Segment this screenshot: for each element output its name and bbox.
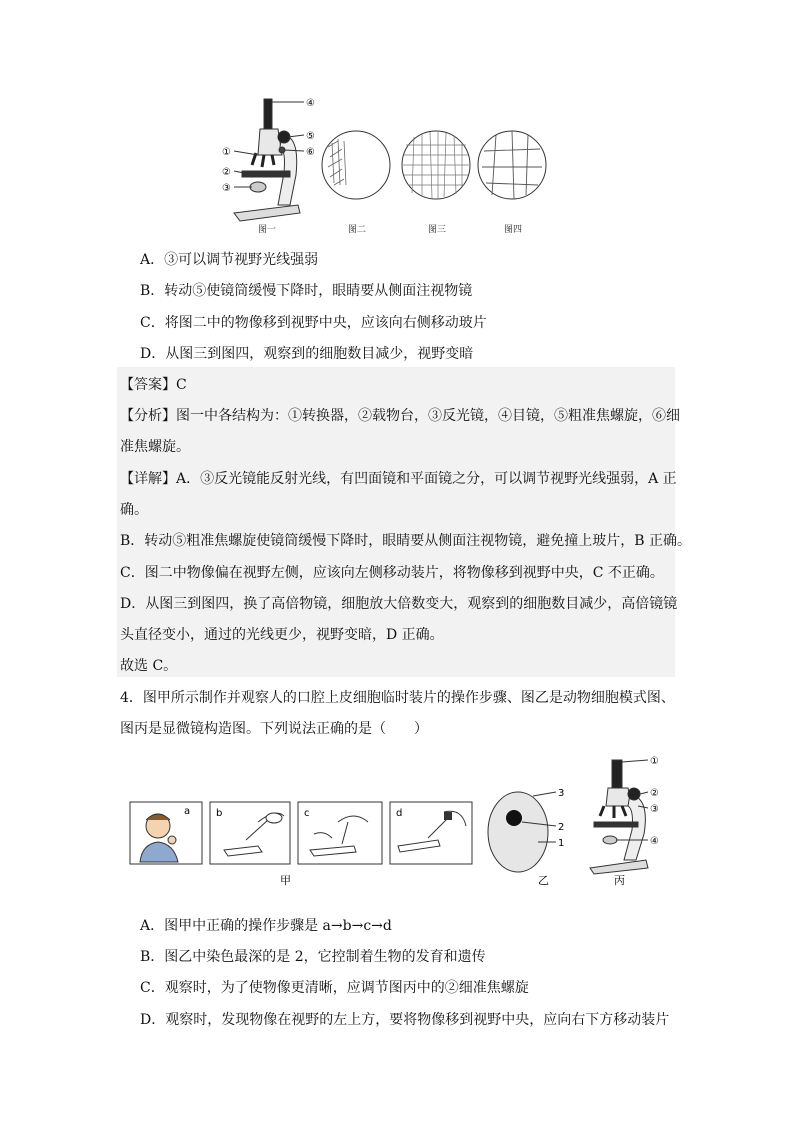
analysis-line-2: 准焦螺旋。 [120, 439, 190, 455]
fig-jia-label: 甲 [280, 874, 291, 887]
detail-line-c: C．图二中物像偏在视野左侧，应该向左侧移动装片，将物像移到视野中央，C 不正确。 [120, 565, 664, 581]
q4-label-4: ④ [650, 836, 659, 847]
q4-label-3: ③ [650, 804, 659, 815]
q4-option-a: A．图甲中正确的操作步骤是 a→b→c→d [140, 918, 392, 934]
panel-a [130, 802, 202, 864]
q3-figure [220, 95, 560, 235]
q3-label-4: ④ [306, 98, 315, 109]
q3-label-3: ③ [222, 183, 231, 194]
caption-fig1: 图一 [258, 225, 277, 235]
answer-line: 【答案】C [120, 377, 187, 393]
detail-line-1: 【详解】A．③反光镜能反射光线，有凹面镜和平面镜之分，可以调节视野光线强弱，A 正 [120, 471, 677, 487]
panel-c [298, 802, 382, 864]
q4-option-c: C．观察时，为了使物像更清晰，应调节图丙中的②细准焦螺旋 [140, 980, 529, 996]
q3-option-c: C．将图二中的物像移到视野中央，应该向右侧移动玻片 [140, 315, 487, 331]
panel-a-letter: a [184, 806, 191, 817]
panel-b-letter: b [216, 808, 223, 819]
detail-line-2: 确。 [120, 502, 148, 518]
q3-label-5: ⑤ [306, 131, 315, 142]
q3-option-d: D．从图三到图四，观察到的细胞数目减少，视野变暗 [140, 346, 474, 362]
analysis-line-1: 【分析】图一中各结构为：①转换器，②载物台，③反光镜，④目镜，⑤粗准焦螺旋，⑥细 [120, 408, 680, 424]
conclusion-line: 故选 C。 [120, 658, 178, 674]
detail-line-d1: D．从图三到图四，换了高倍物镜，细胞放大倍数变大，观察到的细胞数目减少，高倍镜镜 [120, 596, 678, 612]
microscope-2-illustration [590, 760, 648, 874]
caption-fig2: 图二 [348, 225, 367, 235]
q3-option-a: A．③可以调节视野光线强弱 [140, 252, 319, 268]
fig-bing-label: 丙 [614, 874, 625, 887]
q3-label-1: ① [222, 147, 231, 158]
cell-label-3: 3 [558, 788, 565, 799]
field-view-4 [478, 131, 546, 199]
detail-line-b: B．转动⑤粗准焦螺旋使镜筒缓慢下降时，眼睛要从侧面注视物镜，避免撞上玻片，B 正确。 [120, 533, 692, 549]
q3-label-2: ② [222, 167, 231, 178]
q4-label-1: ① [650, 756, 659, 767]
field-view-3 [402, 131, 470, 199]
q3-option-b: B．转动⑤使镜筒缓慢下降时，眼睛要从侧面注视物镜 [140, 283, 473, 299]
q4-figure [128, 750, 678, 890]
q4-stem-line-1: 4．图甲所示制作并观察人的口腔上皮细胞临时装片的操作步骤、图乙是动物细胞模式图、 [120, 690, 675, 706]
q4-stem-line-2: 图丙是显微镜构造图。下列说法正确的是（ ） [120, 721, 428, 737]
panel-c-letter: c [304, 808, 310, 819]
field-view-2 [322, 131, 390, 199]
q4-figure-svg [128, 750, 678, 890]
detail-line-d2: 头直径变小，通过的光线更少，视野变暗，D 正确。 [120, 627, 444, 643]
q3-label-6: ⑥ [306, 147, 315, 158]
q4-option-b: B．图乙中染色最深的是 2，它控制着生物的发育和遗传 [140, 949, 486, 965]
q4-label-2: ② [650, 788, 659, 799]
fig-yi-label: 乙 [538, 874, 549, 887]
microscope-illustration [234, 99, 304, 221]
caption-fig3: 图三 [428, 225, 447, 235]
caption-fig4: 图四 [504, 225, 523, 235]
q4-option-d: D．观察时，发现物像在视野的左上方，要将物像移到视野中央，应向右下方移动装片 [140, 1012, 670, 1028]
cell-label-2: 2 [558, 822, 565, 833]
panel-d-letter: d [396, 808, 403, 819]
animal-cell-diagram [488, 792, 556, 872]
cell-label-1: 1 [558, 838, 565, 849]
q3-figure-svg [220, 95, 560, 235]
